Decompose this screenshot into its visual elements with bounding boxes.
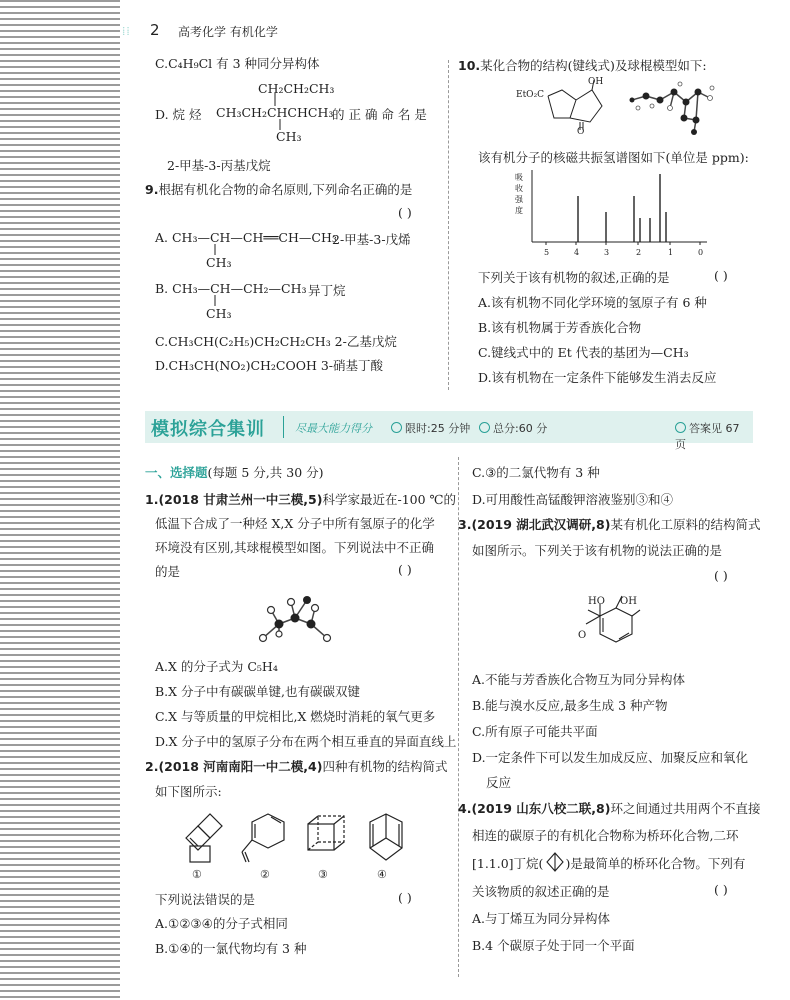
q10-ask: 下列关于该有机物的叙述,正确的是	[478, 270, 670, 285]
practice-banner	[145, 411, 753, 451]
banner-subtitle: 尽最大能力得分	[295, 422, 372, 435]
q3-ho-label: HO	[588, 596, 605, 607]
q1-option-d: D.X 分子中的氢原子分布在两个相互垂直的异面直线上	[155, 734, 457, 749]
structure-label-2: ②	[260, 868, 270, 881]
q4-option-a: A.与丁烯互为同分异构体	[472, 911, 611, 926]
q10-o-label: O	[577, 127, 585, 137]
q2-option-c: C.③的二氯代物有 3 种	[472, 465, 600, 480]
q1-option-b: B.X 分子中有碳碳单键,也有碳碳双键	[155, 684, 361, 699]
q2-line2: 如下图所示:	[155, 784, 222, 799]
structure-label-4: ④	[377, 868, 387, 881]
nmr-ylabel-char: 强	[515, 195, 523, 204]
q10-text: 某化合物的结构(键线式)及球棍模型如下:	[480, 58, 707, 73]
q1-source: (2018 甘肃兰州一中三模,5)	[158, 492, 323, 507]
q1-line4: 的是	[155, 564, 181, 579]
q2-text: 四种有机物的结构简式	[322, 759, 448, 774]
page-edge-stripes	[0, 0, 120, 1000]
q9-option-b-sub: CH₃	[206, 306, 232, 321]
q4-line1	[458, 799, 760, 817]
q2-structures	[176, 808, 436, 868]
q1-option-c: C.X 与等质量的甲烷相比,X 燃烧时消耗的氧气更多	[155, 709, 436, 724]
nmr-tick-5: 5	[544, 248, 550, 257]
q1-option-a: A.X 的分子式为 C₅H₄	[155, 659, 278, 674]
banner-score-text: 总分:60 分	[493, 422, 548, 435]
q8-d-prefix: D. 烷 烃	[155, 107, 202, 122]
structure-4	[370, 814, 402, 860]
q9-option-d: D.CH₃CH(NO₂)CH₂COOH 3-硝基丁酸	[155, 358, 384, 373]
q8-d-struct-bot: CH₃	[276, 129, 302, 144]
q1-answer-paren: ( )	[398, 562, 412, 577]
nmr-tick-0: 0	[698, 248, 704, 257]
q3-source: (2019 湖北武汉调研,8)	[471, 517, 611, 532]
q10-etoc-label: EtO₂C	[516, 90, 545, 100]
banner-score	[479, 420, 547, 436]
q8-d-struct-top: CH₂CH₂CH₃	[258, 81, 335, 96]
q9-option-c: C.CH₃CH(C₂H₅)CH₂CH₂CH₃ 2-乙基戊烷	[155, 334, 397, 349]
q10-number: 10.	[458, 58, 481, 73]
q9-option-a-name: 2-甲基-3-戊烯	[332, 232, 411, 247]
q4-line3-start: [1.1.0]丁烷(	[472, 856, 544, 871]
banner-answer	[675, 420, 753, 452]
nmr-tick-2: 2	[636, 248, 642, 257]
q9-option-b-name: 异丁烷	[308, 283, 346, 298]
nmr-ylabel-char: 收	[515, 184, 523, 193]
q8-d-struct-mid: CH₃CH₂CHCHCH₃	[216, 105, 334, 120]
q10-option-d: D.该有机物在一定条件下能够发生消去反应	[478, 370, 717, 385]
q4-answer-paren: ( )	[714, 882, 728, 897]
q3-option-d-line2: 反应	[486, 775, 512, 790]
q3-option-d-line1: D.一定条件下可以发生加成反应、加聚反应和氧化	[472, 750, 749, 765]
bicyclobutane-icon	[545, 852, 565, 872]
column-divider-top	[448, 60, 449, 390]
q2-number: 2.	[145, 759, 159, 774]
q9-option-b-formula: B. CH₃—CH—CH₂—CH₃	[155, 281, 307, 296]
banner-separator	[283, 416, 284, 438]
q8-d-name: 2-甲基-3-丙基戊烷	[167, 158, 271, 173]
q4-line4: 关该物质的叙述正确的是	[472, 884, 610, 899]
q2-option-a: A.①②③④的分子式相同	[155, 916, 288, 931]
q9-answer-paren: ( )	[398, 205, 412, 220]
no-peek-icon	[675, 422, 686, 433]
structure-1	[186, 814, 222, 862]
q10-answer-paren: ( )	[714, 268, 728, 283]
q2-answer-paren: ( )	[398, 890, 412, 905]
q3-text: 某有机化工原料的结构简式	[610, 517, 761, 532]
q10-stem	[458, 56, 707, 74]
nmr-tick-4: 4	[574, 248, 580, 257]
structure-2	[242, 814, 284, 862]
q3-number: 3.	[458, 517, 472, 532]
q3-o-label: O	[578, 630, 587, 641]
check-circle-icon	[479, 422, 490, 433]
q10-skeletal-formula	[540, 78, 630, 138]
q3-line2: 如图所示。下列关于该有机物的说法正确的是	[472, 543, 723, 558]
q10-option-a: A.该有机物不同化学环境的氢原子有 6 种	[478, 295, 707, 310]
q8-option-c: C.C₄H₉Cl 有 3 种同分异构体	[155, 56, 320, 71]
banner-time-text: 限时:25 分钟	[405, 422, 471, 435]
q2-line1	[145, 757, 447, 775]
q9-option-a-formula: A. CH₃—CH—CH══CH—CH₃	[155, 230, 337, 245]
q1-line1	[145, 490, 456, 508]
q9-option-a-sub: CH₃	[206, 255, 232, 270]
header-title: 高考化学 有机化学	[178, 25, 278, 39]
section-title: 一、选择题	[145, 465, 208, 480]
q9-stem	[145, 180, 412, 198]
banner-answer-text: 答案见 67 页	[675, 422, 740, 451]
q3-answer-paren: ( )	[714, 568, 728, 583]
q8-d-suffix: 的 正 确 命 名 是	[332, 107, 427, 122]
q10-nmr-ylabel	[515, 172, 529, 216]
q3-option-c: C.所有原子可能共平面	[472, 724, 598, 739]
section-note: (每题 5 分,共 30 分)	[207, 465, 324, 480]
q1-text: 科学家最近在-100 ℃的	[322, 492, 457, 507]
q10-nmr-text: 该有机分子的核磁共振氢谱图如下(单位是 ppm):	[478, 150, 749, 165]
q3-line1	[458, 515, 760, 533]
q10-ball-stick-model	[624, 78, 724, 138]
banner-time	[391, 420, 470, 436]
q1-number: 1.	[145, 492, 159, 507]
q2-option-b: B.①④的一氯代物均有 3 种	[155, 941, 307, 956]
q4-text: 环之间通过共用两个不直接	[610, 801, 761, 816]
nmr-tick-1: 1	[668, 248, 674, 257]
nmr-ylabel-char: 吸	[515, 173, 523, 182]
section-heading	[145, 463, 324, 481]
header-dots: ⁞⁞	[122, 24, 131, 38]
clock-icon	[391, 422, 402, 433]
structure-3	[308, 816, 344, 850]
q8-d-bond-up	[274, 93, 276, 107]
q4-line3-end: )是最简单的桥环化合物。下列有	[565, 856, 746, 871]
q1-ball-stick-model	[255, 590, 335, 650]
column-divider-bottom	[458, 457, 459, 977]
q4-line2: 相连的碳原子的有机化合物称为桥环化合物,二环	[472, 828, 739, 843]
q4-source: (2019 山东八校二联,8)	[471, 801, 611, 816]
q9-number: 9.	[145, 182, 159, 197]
q2-option-d: D.可用酸性高锰酸钾溶液鉴别③和④	[472, 492, 674, 507]
q10-oh-label: OH	[588, 77, 604, 87]
q3-option-a: A.不能与芳香族化合物互为同分异构体	[472, 672, 686, 687]
q2-ask: 下列说法错误的是	[155, 892, 256, 907]
q3-option-b: B.能与溴水反应,最多生成 3 种产物	[472, 698, 668, 713]
q1-line3: 环境没有区别,其球棍模型如图。下列说法中不正确	[155, 540, 434, 555]
q3-oh-label: OH	[620, 596, 637, 607]
q10-option-c: C.键线式中的 Et 代表的基团为—CH₃	[478, 345, 689, 360]
structure-label-3: ③	[318, 868, 328, 881]
banner-title: 模拟综合集训	[151, 419, 265, 440]
nmr-tick-3: 3	[604, 248, 610, 257]
q1-line2: 低温下合成了一种烃 X,X 分子中所有氢原子的化学	[155, 516, 435, 531]
page-number: 2	[150, 21, 160, 39]
q9-text: 根据有机化合物的命名原则,下列命名正确的是	[158, 182, 413, 197]
q4-option-b: B.4 个碳原子处于同一个平面	[472, 938, 635, 953]
q2-source: (2018 河南南阳一中二模,4)	[158, 759, 323, 774]
q4-number: 4.	[458, 801, 472, 816]
q10-nmr-spectrum	[532, 168, 712, 248]
structure-label-1: ①	[192, 868, 202, 881]
q10-option-b: B.该有机物属于芳香族化合物	[478, 320, 642, 335]
nmr-ylabel-char: 度	[515, 206, 523, 215]
q4-line3	[472, 854, 745, 872]
